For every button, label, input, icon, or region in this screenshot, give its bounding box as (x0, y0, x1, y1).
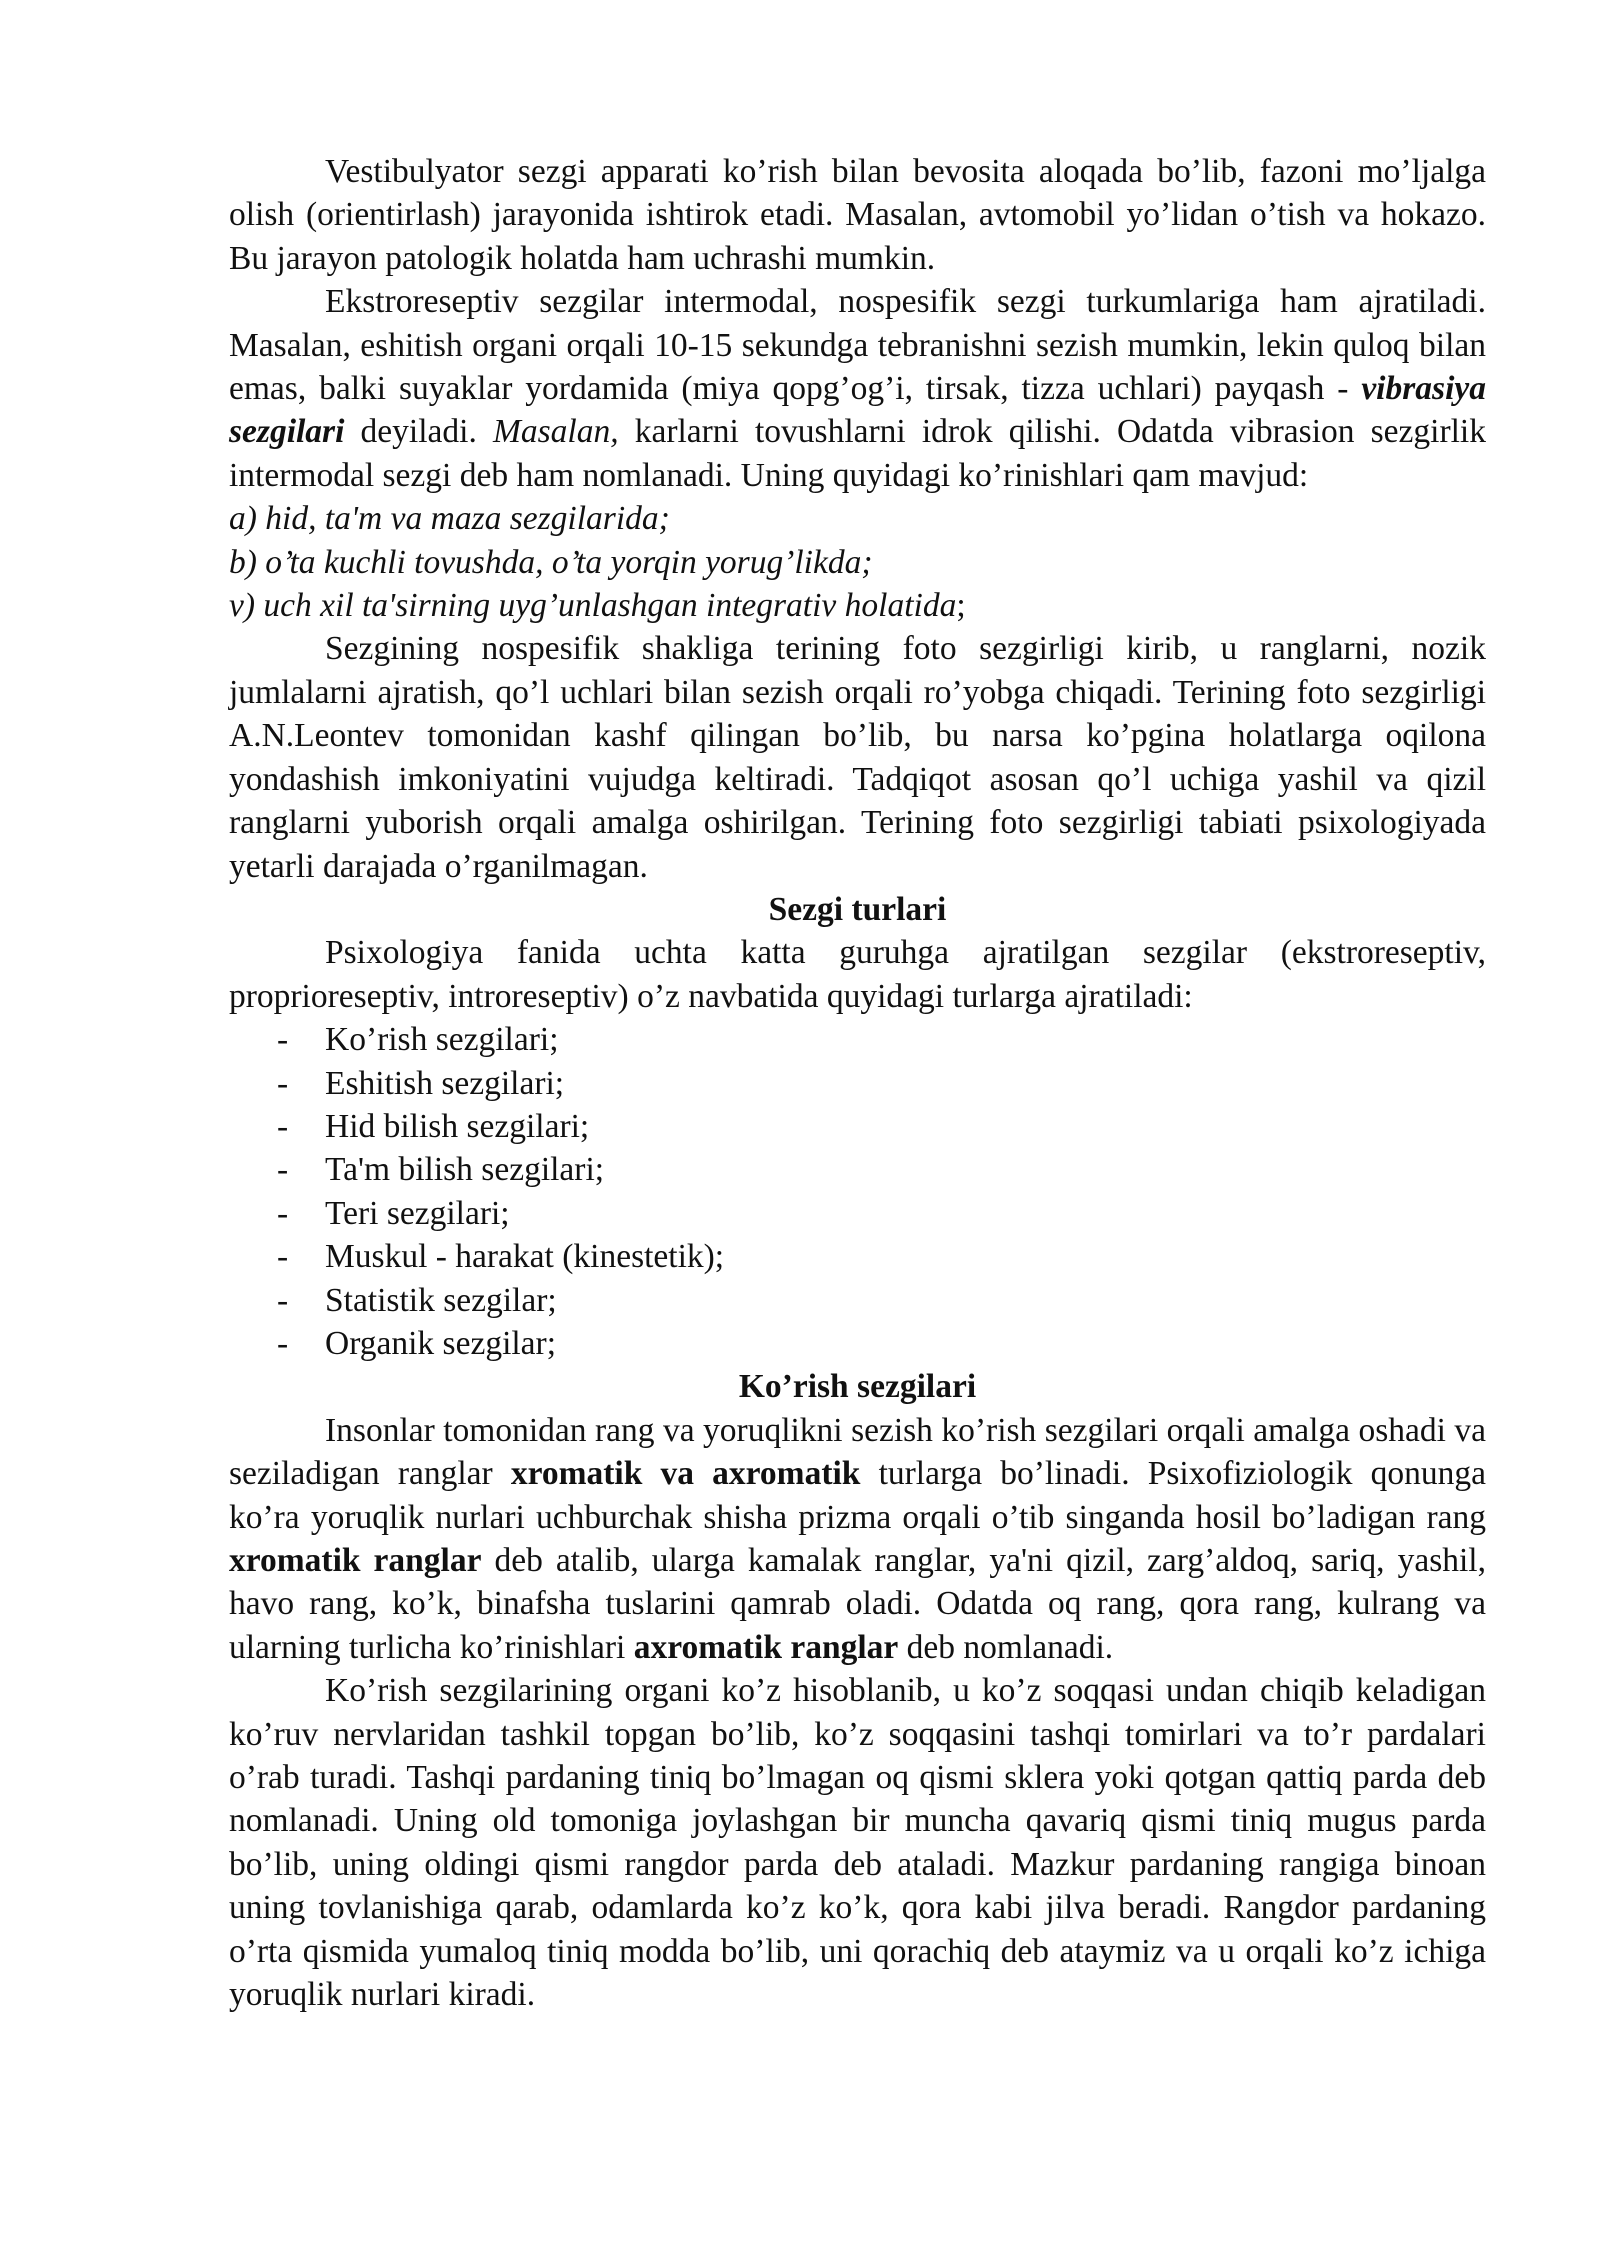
italic-list-item-last (229, 584, 1486, 627)
paragraph-text: deyiladi. (344, 413, 493, 451)
list-item: - Ko’rish sezgilari; (229, 1018, 1486, 1061)
italic-list-item: a) hid, ta'm va maza sezgilarida; (229, 500, 670, 538)
italic-list-text: v) uch xil ta'sirning uyg’unlashgan integrativ holatida (229, 587, 957, 625)
document-page (229, 150, 1486, 2016)
paragraph-text: karlarni tovushlarni idrok qilishi. Odatda vibrasion sezgirlik intermodal sezgi deb ham nomlanadi. Uning quyidagi ko’rinishlari qam mavjud: (229, 413, 1486, 494)
paragraph-text: deb nomlanadi. (898, 1628, 1114, 1666)
italic-list-item: b) o’ta kuchli tovushda, o’ta yorqin yorug’likda; (229, 543, 873, 581)
list-item: - Eshitish sezgilari; (229, 1062, 1486, 1105)
term-chromatic-achromatic: xromatik va axromatik (510, 1455, 861, 1493)
paragraph-text: deb atalib, ularga kamalak ranglar, ya'ni qizil, zarg’aldoq, sariq, yashil, havo rang, ko’k, binafsha tuslarini qamrab oladi. Odatda oq rang, qora rang, kulrang va ularning turlicha ko’rinishlari (229, 1542, 1486, 1666)
list-item: - Teri sezgilari; (229, 1192, 1486, 1235)
list-item: - Organik sezgilar; (229, 1322, 1486, 1365)
paragraph-exteroceptive (229, 280, 1486, 497)
section-heading-visual-senses: Ko’rish sezgilari (738, 1368, 977, 1406)
paragraph-text: Insonlar tomonidan rang va yoruqlikni sezish ko’rish sezgilari orqali amalga oshadi va seziladigan ranglar (229, 1411, 1486, 1493)
list-item: - Muskul - harakat (kinestetik); (229, 1235, 1486, 1278)
term-chromatic-colors: xromatik ranglar (229, 1542, 482, 1579)
term-achromatic-colors: axromatik ranglar (633, 1628, 899, 1666)
term-vibration-sense: vibrasiya sezgilari (229, 370, 1486, 451)
paragraph-photo-sensitivity: Sezgining nospesifik shakliga terining foto sezgirligi kirib, u ranglarni, nozik jumlalarni ajratish, qo’l uchlari bilan sezish orqali ro’yobga chiqadi. Terining foto sezgirligi A.N.Leontev tomonidan kashf qilingan bo’lib, bu narsa ko’pgina holatlarga oqilona yondashish imkoniyatini vujudga keltiradi. Tadqiqot asosan qo’l uchiga yashil va qizil ranglarni yuborish orqali amalga oshirilgan. Terining foto sezgirligi tabiati psixologiyada yetarli darajada o’rganilmagan. (229, 630, 1486, 885)
list-item: - Hid bilish sezgilari; (229, 1105, 1486, 1148)
paragraph-colors (229, 1409, 1486, 1669)
list-item: - Ta'm bilish sezgilari; (229, 1148, 1486, 1191)
paragraph-eye-organ: Ko’rish sezgilarining organi ko’z hisoblanib, u ko’z soqqasi undan chiqib keladigan ko’ruv nervlaridan tashkil topgan bo’lib, ko’z soqqasini tashqi tomirlari va to’r pardalari o’rab turadi. Tashqi pardaning tiniq bo’lmagan oq qismi sklera yoki qotgan qattiq parda deb nomlanadi. Uning old tomoniga joylashgan bir muncha qavariq qismi tiniq mugus parda bo’lib, uning oldingi qismi rangdor parda deb ataladi. Mazkur pardaning rangiga binoan uning tovlanishiga qarab, odamlarda ko’z ko’k, qora kabi jilva beradi. Rangdor pardaning o’rta qismida yumaloq tiniq modda bo’lib, uni qorachiq deb ataymiz va u orqali ko’z ichiga yoruqlik nurlari kiradi. (229, 1672, 1486, 2014)
paragraph-text: Ekstroreseptiv sezgilar intermodal, nospesifik sezgi turkumlariga ham ajratiladi. Masalan, eshitish organi orqali 10-15 sekundga tebranishni sezish mumkin, lekin quloq bilan emas, balki suyaklar yordamida (miya qopg’og’i, tirsak, tizza uchlari) payqash - (229, 283, 1486, 408)
sense-types-list (229, 1018, 1486, 1365)
example-label: Masalan, (492, 413, 619, 451)
paragraph-sense-groups: Psixologiya fanida uchta katta guruhga ajratilgan sezgilar (ekstroreseptiv, proprioreseptiv, introreseptiv) o’z navbatida quyidagi turlarga ajratiladi: (229, 934, 1486, 1015)
section-heading-sense-types: Sezgi turlari (768, 890, 947, 928)
list-item: - Statistik sezgilar; (229, 1279, 1486, 1322)
paragraph-text: turlarga bo’linadi. Psixofiziologik qonunga ko’ra yoruqlik nurlari uchburchak shisha prizma orqali o’tib singanda hosil bo’ladigan rang (229, 1455, 1486, 1536)
italic-list-tail: ; (956, 587, 966, 625)
paragraph-vestibular: Vestibulyator sezgi apparati ko’rish bilan bevosita aloqada bo’lib, fazoni mo’ljalga olish (orientirlash) jarayonida ishtirok etadi. Masalan, avtomobil yo’lidan o’tish va hokazo. Bu jarayon patologik holatda ham uchrashi mumkin. (229, 153, 1486, 277)
